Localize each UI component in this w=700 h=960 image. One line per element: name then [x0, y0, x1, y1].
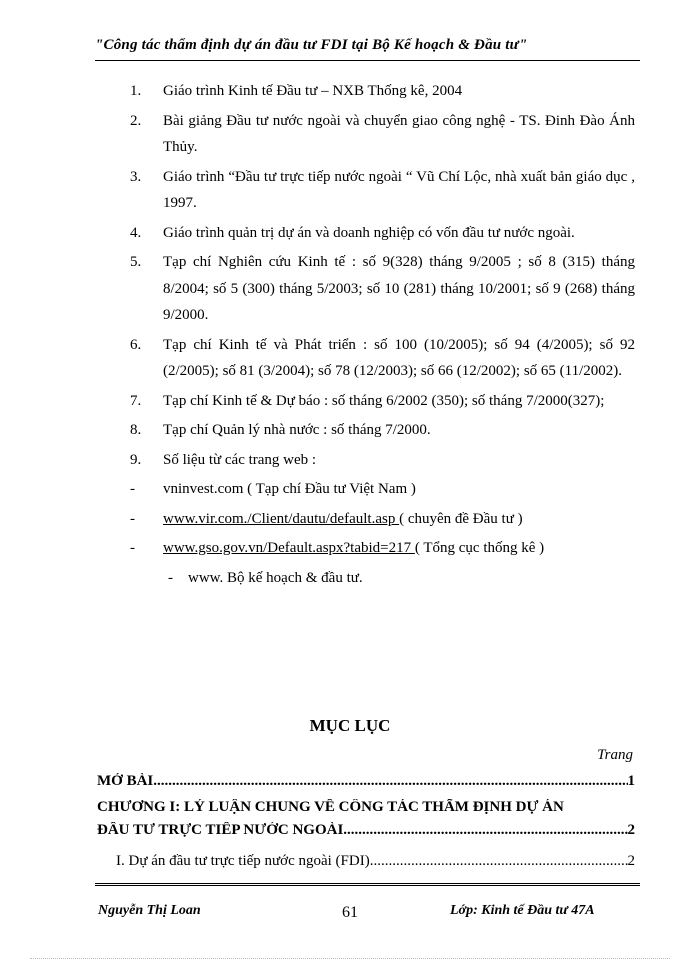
- reference-item: [130, 447, 635, 474]
- toc-leader-dots: [373, 853, 627, 870]
- web-source-text: vninvest.com ( Tạp chí Đầu tư Việt Nam ): [163, 481, 416, 497]
- web-source-text: ( Tổng cục thống kê ): [414, 540, 545, 556]
- web-source-subitem: [130, 565, 635, 592]
- toc-entry-page: 2: [627, 822, 635, 838]
- reference-item: [130, 249, 635, 329]
- web-source-link[interactable]: www.vir.com./Client/dautu/default.asp: [163, 510, 400, 527]
- reference-text: Bài giảng Đầu tư nước ngoài và chuyển giao công nghệ - TS. Đinh Đào Ánh Thủy.: [163, 112, 635, 155]
- reference-item: [130, 388, 635, 415]
- reference-text: Tạp chí Quản lý nhà nước : số tháng 7/2000.: [163, 422, 431, 438]
- reference-text: Giáo trình Kinh tế Đầu tư – NXB Thống kê, 2004: [163, 83, 463, 99]
- toc-entry-section-1[interactable]: [116, 853, 635, 870]
- reference-number: 8.: [130, 422, 142, 438]
- reference-list: [130, 78, 635, 591]
- web-source-bullet: -: [130, 540, 135, 556]
- toc-entry-mo-bai[interactable]: [97, 773, 635, 790]
- reference-text: Tạp chí Kinh tế & Dự báo : số tháng 6/2002 (350); số tháng 7/2000(327);: [163, 392, 605, 409]
- web-source-item: [130, 535, 635, 562]
- reference-item: [130, 164, 635, 217]
- toc-entry-page: 1: [627, 773, 635, 789]
- reference-number: 1.: [130, 83, 142, 99]
- reference-number: 2.: [130, 112, 142, 129]
- reference-number: 3.: [130, 168, 142, 185]
- web-source-bullet: -: [130, 481, 135, 497]
- reference-item: [130, 108, 635, 161]
- toc-title: MỤC LỤC: [309, 716, 391, 735]
- web-source-item: [130, 476, 635, 503]
- footer-rule: [95, 883, 640, 886]
- toc-leader-dots: [153, 773, 627, 790]
- toc-entry-label: ĐẦU TƯ TRỰC TIẾP NƯỚC NGOÀI: [97, 822, 344, 838]
- reference-text: Giáo trình “Đầu tư trực tiếp nước ngoài “ Vũ Chí Lộc, nhà xuất bản giáo dục , 1997.: [163, 168, 635, 211]
- reference-text: Tạp chí Kinh tế và Phát triển : số 100 (10/2005); số 94 (4/2005); số 92 (2/2005); số 81 (3/2004); số 78 (12/2003); số 66 (12/2002); số 65 (11/2002).: [163, 336, 635, 379]
- reference-number: 4.: [130, 224, 142, 241]
- web-source-text: www. Bộ kế hoạch & đầu tư.: [188, 569, 363, 586]
- reference-item: [130, 220, 635, 247]
- footer-class: Lớp: Kinh tế Đầu tư 47A: [450, 903, 595, 918]
- reference-text: Giáo trình quản trị dự án và doanh nghiệp có vốn đầu tư nước ngoài.: [163, 224, 575, 241]
- toc-entry-page: 2: [627, 853, 635, 869]
- toc-entry-label: I. Dự án đầu tư trực tiếp nước ngoài (FDI).: [116, 853, 374, 869]
- web-source-text: ( chuyên đề Đầu tư ): [399, 510, 523, 527]
- reference-item: [130, 78, 635, 105]
- toc-entry-chapter-1[interactable]: [97, 799, 635, 839]
- page-number: 61: [342, 904, 358, 921]
- reference-number: 5.: [130, 254, 142, 270]
- web-source-bullet: -: [130, 510, 135, 527]
- web-source-item: [130, 506, 635, 533]
- page-bottom-dotted-line: [30, 958, 670, 959]
- reference-number: 7.: [130, 392, 142, 409]
- toc-entry-label: CHƯƠNG I: LÝ LUẬN CHUNG VỀ CÔNG TÁC THẨM ĐỊNH DỰ ÁN: [97, 799, 564, 815]
- footer-author: Nguyễn Thị Loan: [98, 903, 201, 918]
- reference-item: [130, 332, 635, 385]
- toc-page-label: Trang: [597, 747, 633, 763]
- reference-number: 9.: [130, 451, 142, 468]
- reference-number: 6.: [130, 336, 142, 353]
- header-rule: [95, 60, 640, 61]
- reference-text: Số liệu từ các trang web :: [163, 451, 317, 468]
- web-source-bullet: -: [168, 569, 173, 586]
- reference-text: Tạp chí Nghiên cứu Kinh tế : số 9(328) tháng 9/2005 ; số 8 (315) tháng 8/2004; số 5 (300) tháng 5/2003; số 10 (281) tháng 10/2001; số 9 (268) tháng 9/2000.: [163, 254, 635, 323]
- reference-item: [130, 417, 635, 444]
- toc-entry-label: MỞ BÀI: [97, 773, 154, 789]
- web-source-link[interactable]: www.gso.gov.vn/Default.aspx?tabid=217: [163, 540, 415, 556]
- page-header-title: "Công tác thẩm định dự án đầu tư FDI tại Bộ Kế hoạch & Đầu tư": [95, 37, 528, 53]
- toc-leader-dots: [343, 822, 627, 839]
